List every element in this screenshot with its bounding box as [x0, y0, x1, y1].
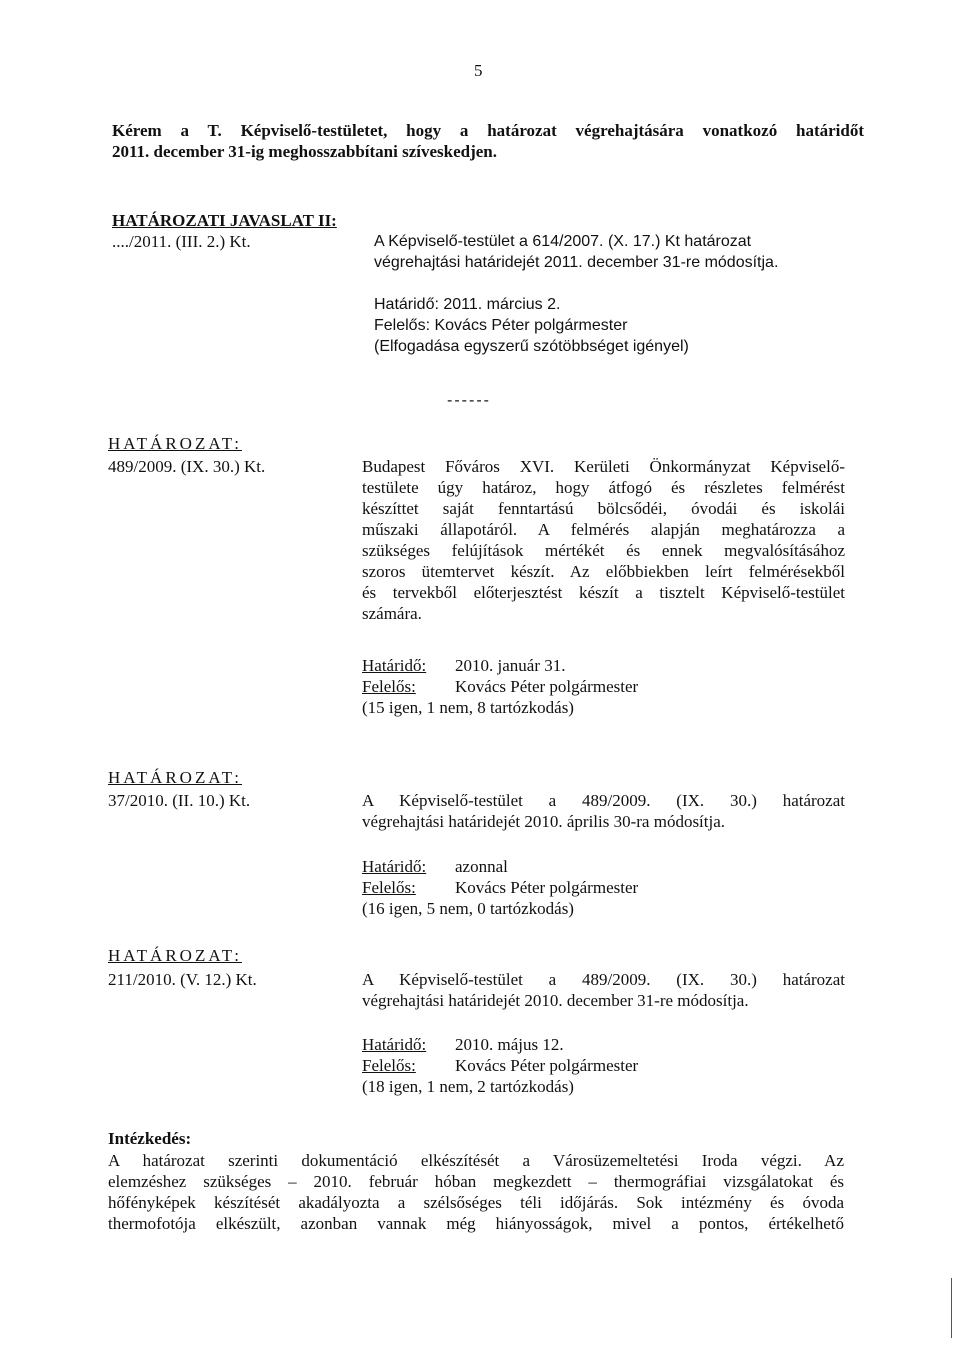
- intro-line-1: Kérem a T. Képviselő-testületet, hogy a határozat végrehajtására vonatkozó határidőt: [112, 121, 864, 140]
- responsible-value: Kovács Péter polgármester: [455, 677, 639, 696]
- deadline-label: Határidő:: [362, 656, 427, 675]
- responsible-value: Kovács Péter polgármester: [455, 1056, 639, 1075]
- measures-heading: Intézkedés:: [108, 1129, 192, 1148]
- measures-line: A határozat szerinti dokumentáció elkészítését a Városüzemeltetési Iroda végzi. Az: [108, 1151, 844, 1170]
- deadline-value: 2010. január 31.: [455, 656, 566, 675]
- resolution-number: 489/2009. (IX. 30.) Kt.: [108, 457, 266, 476]
- proposal-note: (Elfogadása egyszerű szótöbbséget igényel): [374, 338, 689, 355]
- resolution-meta: [362, 856, 638, 919]
- resolution-line: számára.: [362, 604, 422, 623]
- resolution-line: szükséges felújítások mértékét és ennek megvalósításához: [362, 541, 845, 560]
- resolution-body: [362, 456, 845, 624]
- page-number: 5: [474, 61, 483, 80]
- vote-result: (18 igen, 1 nem, 2 tartózkodás): [362, 1077, 574, 1096]
- deadline-label: Határidő:: [362, 1035, 427, 1054]
- resolution-meta: [362, 655, 638, 718]
- vote-result: (15 igen, 1 nem, 8 tartózkodás): [362, 698, 574, 717]
- measures-paragraph: [108, 1150, 844, 1234]
- proposal-text-line-1: A Képviselő-testület a 614/2007. (X. 17.) Kt határozat: [374, 233, 752, 250]
- scan-edge-mark: [951, 1278, 952, 1338]
- proposal-number: ..../2011. (III. 2.) Kt.: [112, 232, 251, 251]
- resolution-line: Budapest Főváros XVI. Kerületi Önkormányzat Képviselő-: [362, 457, 845, 476]
- responsible-label: Felelős:: [362, 878, 416, 897]
- proposal-heading: HATÁROZATI JAVASLAT II:: [112, 211, 337, 230]
- proposal-text: [374, 231, 778, 357]
- resolution-line: műszaki állapotáról. A felmérés alapján meghatározza a: [362, 520, 845, 539]
- resolution-heading: HATÁROZAT:: [108, 434, 242, 453]
- intro-line-2: 2011. december 31-ig meghosszabbítani szíveskedjen.: [112, 142, 498, 161]
- vote-result: (16 igen, 5 nem, 0 tartózkodás): [362, 899, 574, 918]
- responsible-label: Felelős:: [362, 1056, 416, 1075]
- proposal-deadline: Határidő: 2011. március 2.: [374, 296, 561, 313]
- intro-paragraph: [112, 120, 864, 162]
- resolution-line: A Képviselő-testület a 489/2009. (IX. 30.) határozat: [362, 970, 845, 989]
- deadline-value: 2010. május 12.: [455, 1035, 564, 1054]
- resolution-number: 211/2010. (V. 12.) Kt.: [108, 970, 257, 989]
- measures-line: elemzéshez szükséges – 2010. február hóban megkezdett – thermográfiai vizsgálatokat és: [108, 1172, 844, 1191]
- resolution-body: [362, 790, 845, 832]
- resolution-line: készíttet saját fenntartású bölcsődéi, óvodái és iskolái: [362, 499, 845, 518]
- resolution-line: szoros ütemtervet készít. Az előbbiekben leírt felmérésekből: [362, 562, 845, 581]
- measures-line: hőfényképek készítését akadályozta a szélsőséges téli időjárás. Sok intézmény és óvoda: [108, 1193, 844, 1212]
- resolution-meta: [362, 1034, 638, 1097]
- proposal-text-line-2: végrehajtási határidejét 2011. december 31-re módosítja.: [374, 254, 779, 271]
- resolution-line: végrehajtási határidejét 2010. december 31-re módosítja.: [362, 991, 749, 1010]
- measures-line: thermofotója elkészült, azonban vannak még hiányosságok, mivel a pontos, értékelhető: [108, 1214, 844, 1233]
- proposal-responsible: Felelős: Kovács Péter polgármester: [374, 317, 628, 334]
- resolution-heading: HATÁROZAT:: [108, 946, 242, 965]
- responsible-value: Kovács Péter polgármester: [455, 878, 639, 897]
- separator-dashes: ------: [447, 392, 491, 409]
- deadline-value: azonnal: [455, 857, 508, 876]
- resolution-line: és tervekből előterjesztést készít a tisztelt Képviselő-testület: [362, 583, 845, 602]
- responsible-label: Felelős:: [362, 677, 416, 696]
- resolution-number: 37/2010. (II. 10.) Kt.: [108, 791, 251, 810]
- resolution-line: testülete úgy határoz, hogy átfogó és részletes felmérést: [362, 478, 845, 497]
- resolution-body: [362, 969, 845, 1011]
- deadline-label: Határidő:: [362, 857, 427, 876]
- resolution-line: végrehajtási határidejét 2010. április 30-ra módosítja.: [362, 812, 726, 831]
- resolution-heading: HATÁROZAT:: [108, 768, 242, 787]
- resolution-line: A Képviselő-testület a 489/2009. (IX. 30.) határozat: [362, 791, 845, 810]
